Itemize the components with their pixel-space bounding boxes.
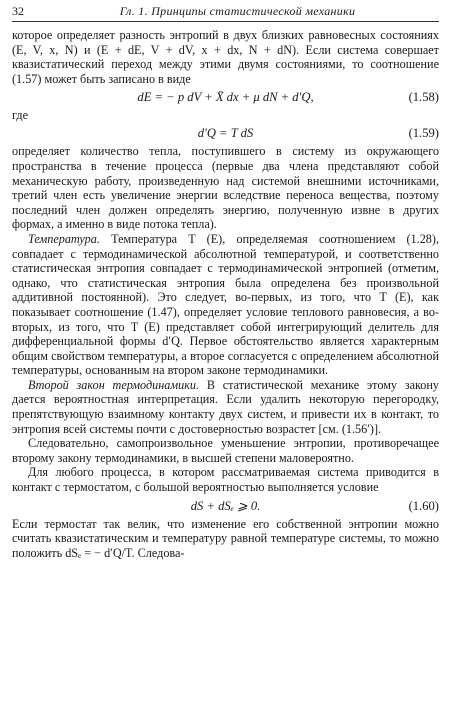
equation: [12, 122, 439, 144]
equation-expression: d′Q = T dS: [197, 126, 254, 141]
equation: [12, 495, 439, 517]
equation-number: (1.59): [408, 126, 439, 141]
paragraph-body: Температура T (E), определяемая соотношением (1.28), совпадает с термодинамической абсолютной температурой, и соответственно статистическая энтропия совпадает с термодинамической энтропией (отметим, однако, что статистическая энтропия была определена без произвольной аддитивной постоянной). Это следует, во-первых, из того, что T (E), как показывает соотношение (1.47), определяет условие теплового равновесия, а во-вторых, из того, что T (E) представляет собой интегрирующий делитель для дифференциальной формы d′Q. Первое обстоятельство является характерным общим свойством температуры, а второе согласуется с определением абсолютной температуры, основанным на втором законе термодинамики.: [12, 231, 439, 378]
page-number: 32: [12, 4, 24, 18]
paragraph: Если термостат так велик, что изменение его собственной энтропии можно считать квазистатическим и температуру равной температуре системы, то можно положить dSₑ = − d′Q/T. Следова-: [12, 516, 439, 560]
section-lead: Второй закон термодинамики.: [28, 377, 200, 392]
paragraph: Следовательно, самопроизвольное уменьшение энтропии, противоречащее второму закону термодинамики, в высшей степени маловероятно.: [12, 436, 439, 465]
equation-number: (1.58): [408, 90, 439, 105]
paragraph: определяет количество тепла, поступившего в систему из окружающего пространства в течение процесса (первые два члена представляют собой механическую работу, произведенную над системой внешними источниками, третий член есть увеличение энергии вследствие переноса вещества, поэтому последний член должен определять энергию, полученную извне в других формах, а именно в виде потока тепла).: [12, 144, 439, 232]
equation-expression: dE = − p dV + X̄ dx + μ dN + d′Q,: [137, 90, 314, 105]
section-lead: Температура.: [28, 231, 100, 246]
equation-number: (1.60): [408, 498, 439, 513]
paragraph: Для любого процесса, в котором рассматриваемая система приводится в контакт с термостатом, с большой вероятностью выполняется условие: [12, 465, 439, 495]
chapter-title: Гл. 1. Принципы статистической механики: [119, 4, 356, 18]
equation-expression: dS + dSₑ ⩾ 0.: [190, 498, 261, 513]
page-header: [12, 4, 439, 22]
connector-word: где: [12, 108, 29, 123]
paragraph-body: В статистической механике этому закону дается вероятностная интерпретация. Если удалить некоторую перегородку, препятствующую взаимному контакту двух систем, и привести их в контакт, то энтропия всей системы почти с достоверностью возрастет [см. (1.56′)].: [12, 377, 440, 436]
paragraph: которое определяет разность энтропий в двух близких равновесных состояниях (E, V, x, N) и (E + dE, V + dV, x + dx, N + dN). Если система совершает квазистатический переход между этими двумя состояниями, то соотношение (1.57) может быть записано в виде: [12, 28, 439, 86]
paragraph-second-law: [12, 378, 439, 436]
paragraph-temperature: [12, 232, 439, 378]
equation: [12, 86, 439, 108]
